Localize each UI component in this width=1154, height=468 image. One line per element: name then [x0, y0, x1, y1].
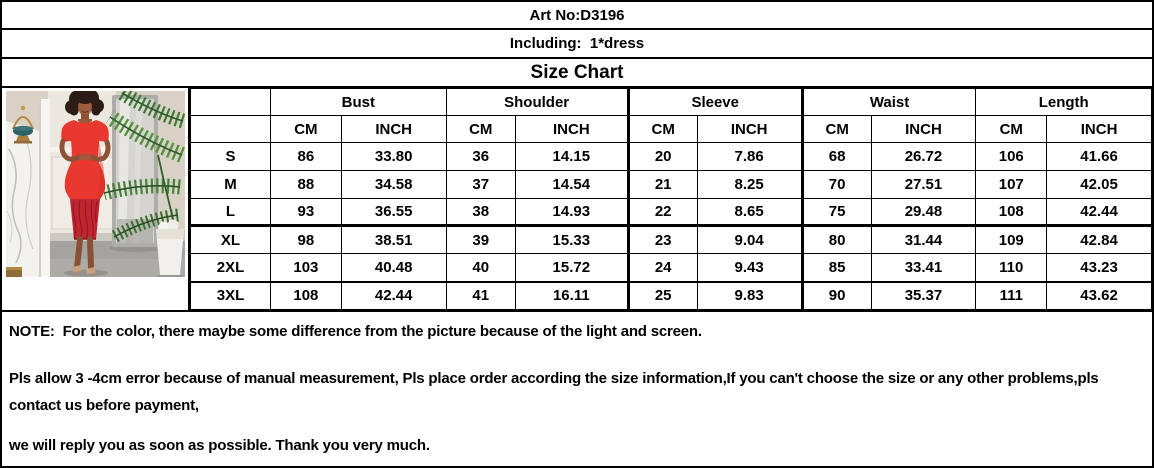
measurement-cell: 39 — [446, 226, 515, 254]
measurement-cell: 36 — [446, 143, 515, 171]
measurement-cell: 70 — [802, 170, 871, 198]
measurement-cell: 14.93 — [515, 198, 628, 226]
unit-header: INCH — [871, 116, 976, 143]
measurement-cell: 41.66 — [1047, 143, 1152, 171]
unit-header: CM — [271, 116, 342, 143]
measurement-cell: 38.51 — [341, 226, 446, 254]
group-header-length: Length — [976, 89, 1152, 116]
size-label: 3XL — [191, 282, 271, 310]
measurement-cell: 9.43 — [697, 254, 802, 282]
size-row-2xl — [191, 254, 1152, 282]
measurement-cell: 29.48 — [871, 198, 976, 226]
measurement-cell: 34.58 — [341, 170, 446, 198]
measurement-cell: 36.55 — [341, 198, 446, 226]
measurement-cell: 85 — [802, 254, 871, 282]
measurement-cell: 26.72 — [871, 143, 976, 171]
note-reply-line: we will reply you as soon as possible. Thank you very much. — [9, 437, 430, 454]
size-chart-rows — [191, 143, 1152, 310]
measurement-cell: 107 — [976, 170, 1047, 198]
measurement-cell: 15.72 — [515, 254, 628, 282]
product-photo — [6, 91, 185, 277]
unit-header: INCH — [341, 116, 446, 143]
measurement-cell: 27.51 — [871, 170, 976, 198]
notes-section — [2, 312, 1152, 466]
size-chart-title-row — [2, 59, 1152, 88]
size-label: 2XL — [191, 254, 271, 282]
measurement-cell: 41 — [446, 282, 515, 310]
unit-header: INCH — [697, 116, 802, 143]
group-header-shoulder: Shoulder — [446, 89, 628, 116]
measurement-cell: 9.04 — [697, 226, 802, 254]
size-label: XL — [191, 226, 271, 254]
measurement-cell: 38 — [446, 198, 515, 226]
measurement-cell: 98 — [271, 226, 342, 254]
group-header-sleeve: Sleeve — [628, 89, 802, 116]
measurement-cell: 103 — [271, 254, 342, 282]
measurement-cell: 23 — [628, 226, 697, 254]
measurement-cell: 33.41 — [871, 254, 976, 282]
size-row-m — [191, 170, 1152, 198]
measurement-cell: 88 — [271, 170, 342, 198]
measurement-cell: 40 — [446, 254, 515, 282]
size-row-3xl — [191, 282, 1152, 310]
unit-header: INCH — [515, 116, 628, 143]
unit-header: CM — [628, 116, 697, 143]
measurement-cell: 21 — [628, 170, 697, 198]
measurement-cell: 43.23 — [1047, 254, 1152, 282]
measurement-cell: 8.65 — [697, 198, 802, 226]
measurement-cell: 31.44 — [871, 226, 976, 254]
size-row-l — [191, 198, 1152, 226]
size-chart-title: Size Chart — [530, 61, 624, 83]
measurement-cell: 108 — [271, 282, 342, 310]
art-no-row — [2, 2, 1152, 30]
measurement-cell: 8.25 — [697, 170, 802, 198]
measurement-cell: 15.33 — [515, 226, 628, 254]
measurement-cell: 43.62 — [1047, 282, 1152, 310]
measurement-cell: 108 — [976, 198, 1047, 226]
note-contact-line: contact us before payment, — [9, 397, 199, 414]
measurement-cell: 22 — [628, 198, 697, 226]
size-chart-body — [2, 88, 1152, 312]
measurement-cell: 20 — [628, 143, 697, 171]
measurement-cell: 9.83 — [697, 282, 802, 310]
size-row-s — [191, 143, 1152, 171]
unit-header: CM — [802, 116, 871, 143]
size-label: S — [191, 143, 271, 171]
measurement-cell: 80 — [802, 226, 871, 254]
measurement-cell: 110 — [976, 254, 1047, 282]
measurement-cell: 42.44 — [1047, 198, 1152, 226]
note-allowance-line: Pls allow 3 -4cm error because of manual measurement, Pls place order according the size information,If you can't choose the size or any other problems,pls — [9, 370, 1099, 387]
measurement-cell: 90 — [802, 282, 871, 310]
group-header-bust: Bust — [271, 89, 447, 116]
measurement-cell: 86 — [271, 143, 342, 171]
size-column-header — [191, 89, 271, 116]
measurement-cell: 14.54 — [515, 170, 628, 198]
unit-header: INCH — [1047, 116, 1152, 143]
group-header-waist: Waist — [802, 89, 976, 116]
measurement-cell: 109 — [976, 226, 1047, 254]
product-photo-cell — [2, 88, 190, 310]
measurement-cell: 7.86 — [697, 143, 802, 171]
measurement-cell: 16.11 — [515, 282, 628, 310]
including-text: Including: 1*dress — [509, 35, 645, 52]
measurement-cell: 42.44 — [341, 282, 446, 310]
measurement-cell: 33.80 — [341, 143, 446, 171]
measurement-cell: 93 — [271, 198, 342, 226]
measurement-cell: 42.05 — [1047, 170, 1152, 198]
including-row — [2, 30, 1152, 59]
unit-header: CM — [976, 116, 1047, 143]
measurement-cell: 68 — [802, 143, 871, 171]
measurement-cell: 24 — [628, 254, 697, 282]
measurement-cell: 25 — [628, 282, 697, 310]
size-column-subheader — [191, 116, 271, 143]
unit-header: CM — [446, 116, 515, 143]
measurement-cell: 106 — [976, 143, 1047, 171]
size-label: M — [191, 170, 271, 198]
measurement-cell: 75 — [802, 198, 871, 226]
art-no-text: Art No:D3196 — [529, 6, 625, 24]
measurement-cell: 42.84 — [1047, 226, 1152, 254]
measurement-cell: 111 — [976, 282, 1047, 310]
size-label: L — [191, 198, 271, 226]
measurement-cell: 40.48 — [341, 254, 446, 282]
measurement-cell: 37 — [446, 170, 515, 198]
size-chart-header — [191, 89, 1152, 143]
measurement-cell: 35.37 — [871, 282, 976, 310]
measurement-cell: 14.15 — [515, 143, 628, 171]
size-row-xl — [191, 226, 1152, 254]
size-chart-table — [190, 88, 1152, 310]
note-color-line: NOTE: For the color, there maybe some difference from the picture because of the light and screen. — [9, 323, 702, 340]
